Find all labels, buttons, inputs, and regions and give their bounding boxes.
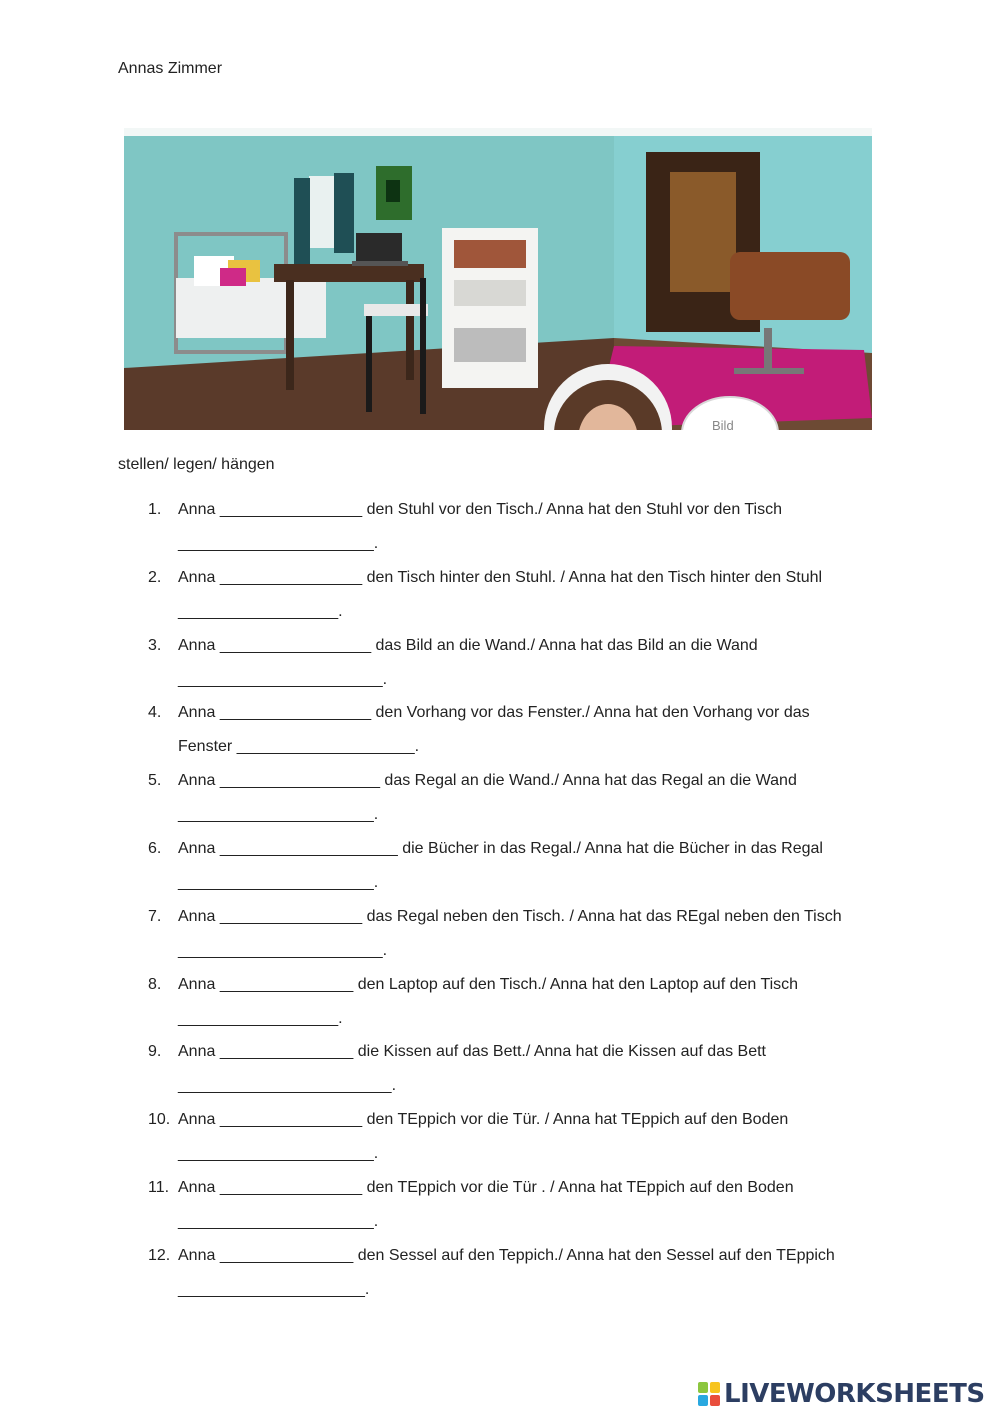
exercise-item [148,1238,888,1306]
exercise-answer-blank[interactable]: _______________________. [178,670,388,688]
exercise-item [148,1034,888,1102]
exercise-answer-blank[interactable]: __________________. [178,1009,343,1027]
exercise-item [148,967,888,1035]
room-illustration [124,128,872,430]
brand-text: LIVEWORKSHEETS [724,1379,985,1409]
exercise-item [148,1102,888,1170]
exercise-answer-blank[interactable]: ______________________. [178,1212,379,1230]
exercise-item [148,831,888,899]
liveworksheets-logo-icon [698,1382,720,1406]
instruction-text: stellen/ legen/ hängen [118,456,275,473]
exercise-number: 1. [148,501,162,518]
exercise-answer-blank[interactable]: Fenster ____________________. [178,738,420,756]
exercise-sentence: Anna ____________________ die Bücher in das Regal./ Anna hat die Bücher in das Regal [178,839,823,857]
exercise-sentence: Anna ________________ den Stuhl vor den Tisch./ Anna hat den Stuhl vor den Tisch [178,501,783,518]
exercise-item [148,628,888,696]
exercise-number: 2. [148,568,162,586]
exercise-sentence: Anna ________________ den TEppich vor die Tür. / Anna hat TEppich auf den Boden [178,1111,789,1129]
exercise-sentence: Anna __________________ das Regal an die Wand./ Anna hat das Regal an die Wand [178,772,797,790]
exercise-answer-blank[interactable]: _____________________. [178,1280,370,1298]
exercise-number: 4. [148,704,162,722]
exercise-sentence: Anna _______________ den Laptop auf den Tisch./ Anna hat den Laptop auf den Tisch [178,975,799,993]
exercise-item [148,1170,888,1238]
exercise-number: 9. [148,1043,162,1061]
liveworksheets-brand [698,1376,985,1412]
exercise-answer-blank[interactable]: __________________. [178,602,343,620]
exercise-sentence: Anna _______________ den Sessel auf den Teppich./ Anna hat den Sessel auf den TEppich [178,1246,835,1264]
exercise-item [148,695,888,763]
exercise-item [148,763,888,831]
exercise-number: 8. [148,975,162,993]
exercise-answer-blank[interactable]: ________________________. [178,1077,397,1095]
exercise-answer-blank[interactable]: ______________________. [178,873,379,891]
exercise-sentence: Anna ________________ den TEppich vor die Tür . / Anna hat TEppich auf den Boden [178,1178,794,1196]
exercise-number: 5. [148,772,162,790]
exercise-list [148,492,888,1306]
exercise-answer-blank[interactable]: ______________________. [178,535,379,552]
page-title: Annas Zimmer [118,60,223,77]
exercise-number: 6. [148,839,162,857]
exercise-number: 10. [148,1111,171,1129]
exercise-sentence: Anna _________________ den Vorhang vor das Fenster./ Anna hat den Vorhang vor das [178,704,810,722]
exercise-sentence: Anna ________________ den Tisch hinter den Stuhl. / Anna hat den Tisch hinter den Stuhl [178,568,823,586]
exercise-answer-blank[interactable]: ______________________. [178,1145,379,1163]
exercise-item [148,560,888,628]
photo-badge-text: Bild [712,418,734,430]
exercise-sentence: Anna ________________ das Regal neben den Tisch. / Anna hat das REgal neben den Tisch [178,907,842,925]
exercise-number: 12. [148,1246,171,1264]
exercise-number: 11. [148,1178,170,1196]
exercise-sentence: Anna _________________ das Bild an die Wand./ Anna hat das Bild an die Wand [178,636,758,654]
room-photo [124,128,872,430]
exercise-answer-blank[interactable]: ______________________. [178,806,379,824]
exercise-number: 7. [148,907,162,925]
exercise-item [148,492,888,560]
exercise-item [148,899,888,967]
exercise-answer-blank[interactable]: _______________________. [178,941,388,959]
exercise-number: 3. [148,636,162,654]
exercise-sentence: Anna _______________ die Kissen auf das Bett./ Anna hat die Kissen auf das Bett [178,1043,766,1061]
